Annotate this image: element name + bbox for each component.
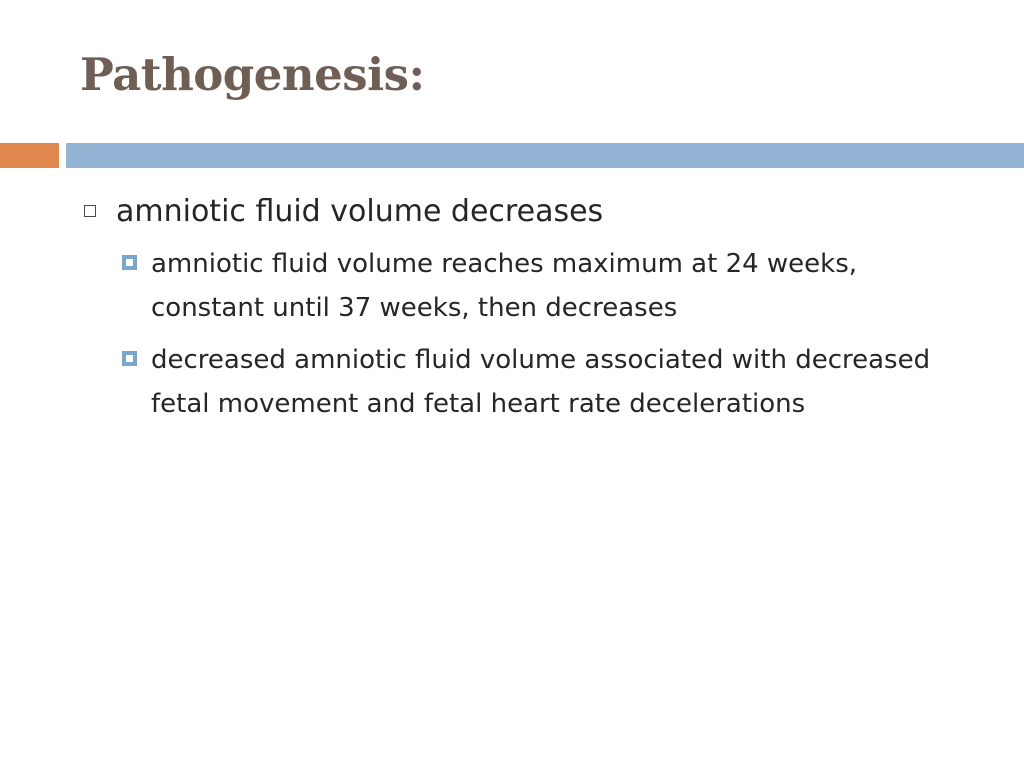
filled-square-bullet-icon bbox=[122, 351, 137, 366]
bullet-item-level2 bbox=[116, 242, 960, 330]
bullet-text: amniotic fluid volume decreases bbox=[116, 194, 604, 229]
hollow-square-bullet-icon bbox=[84, 205, 96, 217]
slide-title: Pathogenesis: bbox=[80, 48, 425, 101]
sub-bullet-text: amniotic fluid volume reaches maximum at 24 weeks, constant until 37 weeks, then decreases bbox=[151, 249, 858, 323]
slide-content bbox=[80, 192, 960, 434]
bullet-item-level2 bbox=[116, 338, 960, 426]
sub-bullet-list bbox=[80, 242, 960, 426]
filled-square-bullet-icon bbox=[122, 255, 137, 270]
accent-bar-orange bbox=[0, 143, 59, 168]
accent-bar-blue bbox=[66, 143, 1024, 168]
bullet-item-level1 bbox=[80, 192, 960, 232]
sub-bullet-text: decreased amniotic fluid volume associated with decreased fetal movement and fetal heart rate decelerations bbox=[151, 345, 931, 419]
